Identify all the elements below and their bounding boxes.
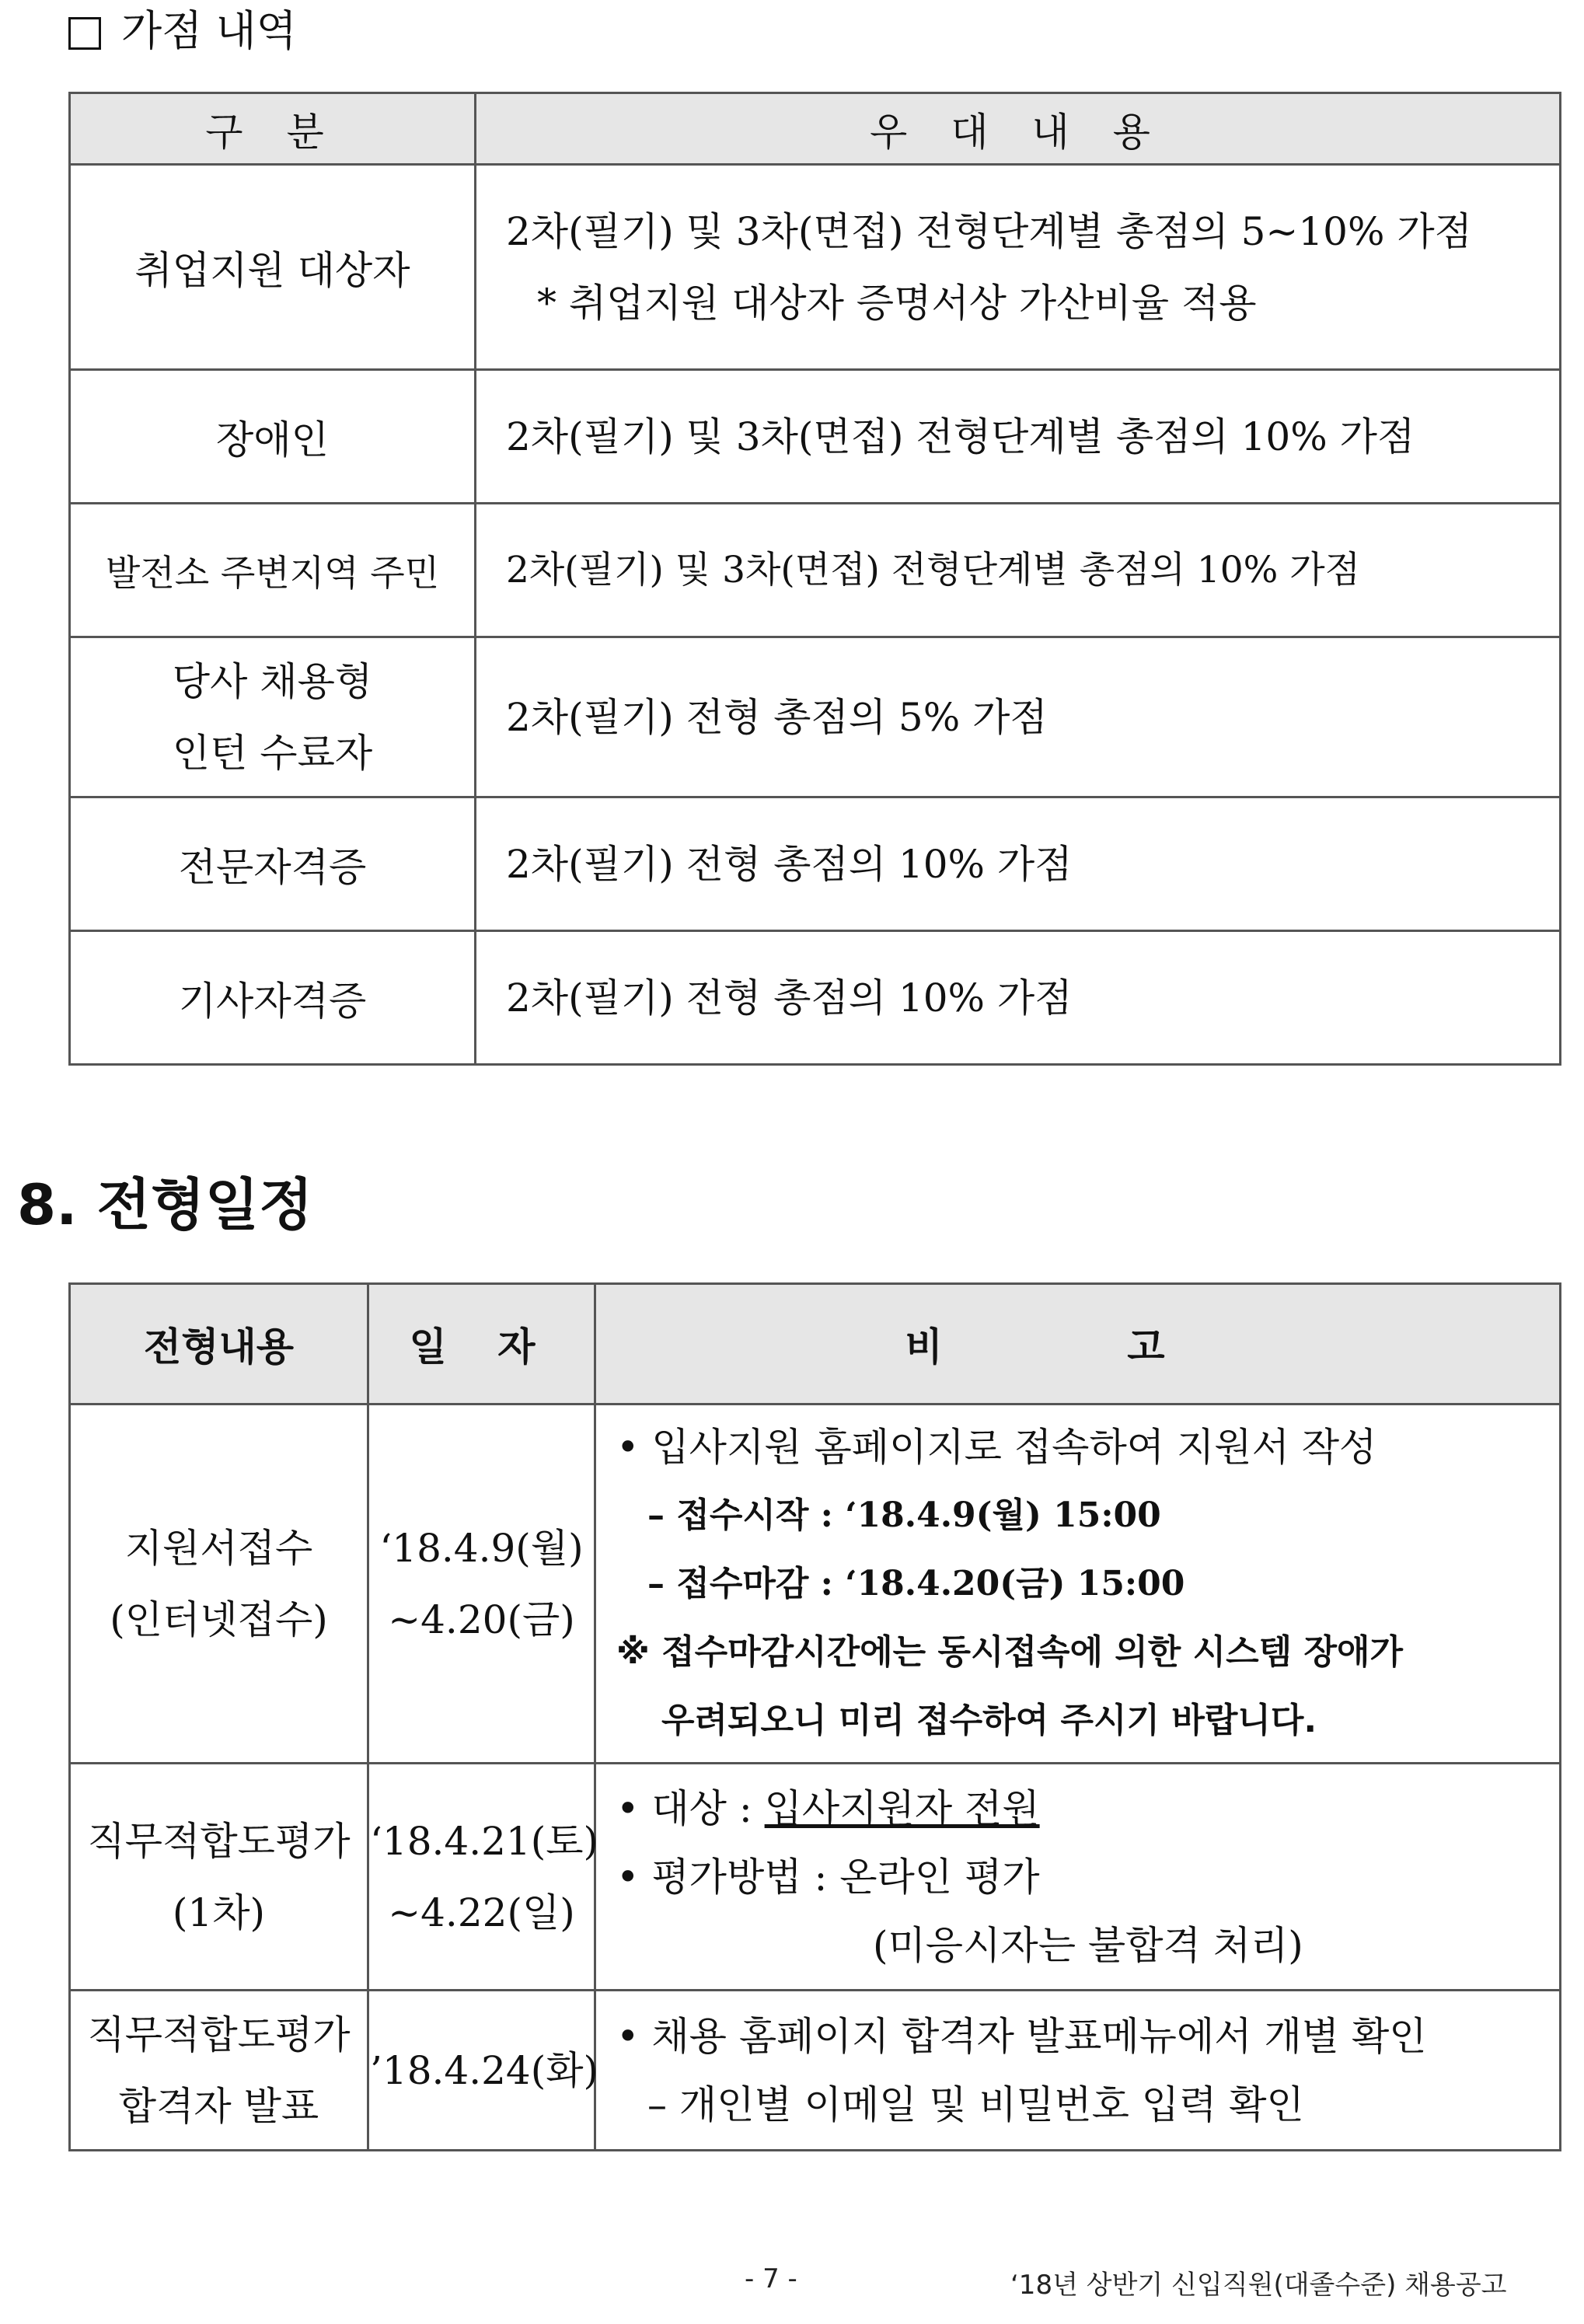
- schedule-date-line: ‘18.4.21(토): [370, 1818, 599, 1864]
- table-row: [70, 370, 1561, 504]
- schedule-date: [368, 1405, 595, 1764]
- schedule-date-line: ~4.22(일): [388, 1890, 575, 1935]
- benefit-category: 취업지원 대상자: [70, 165, 476, 370]
- table-row: [70, 931, 1561, 1065]
- schedule-date: [368, 1991, 599, 2151]
- table-row: [70, 797, 1561, 931]
- schedule-note-label: • 대상 :: [616, 1785, 765, 1831]
- checkbox-square-icon: [68, 17, 101, 50]
- benefit-section-title: [68, 0, 297, 62]
- benefit-table-header: [70, 93, 1561, 165]
- benefit-header-content: 우 대 내 용: [476, 93, 1561, 165]
- schedule-note-line: (미응시자는 불합격 처리): [873, 1922, 1303, 1968]
- benefit-content: [476, 637, 1561, 797]
- schedule-note-warning: ※ 접수마감시간에는 동시접속에 의한 시스템 장애가: [616, 1631, 1403, 1672]
- schedule-header-date: 일 자: [368, 1284, 595, 1405]
- benefit-category: 발전소 주변지역 주민: [70, 504, 476, 637]
- schedule-date-line: ’18.4.24(화): [370, 2047, 599, 2093]
- schedule-stage-line: 지원서접수: [124, 1525, 313, 1571]
- benefit-line: 2차(필기) 및 3차(면접) 전형단계별 총점의 10% 가점: [506, 414, 1415, 459]
- benefit-category: 기사자격증: [70, 931, 476, 1065]
- schedule-date: [368, 1764, 599, 1991]
- schedule-notes: [595, 1405, 1561, 1764]
- benefit-note: * 취업지원 대상자 증명서상 가산비율 적용: [537, 280, 1257, 326]
- benefit-category: [70, 637, 476, 797]
- schedule-stage: [70, 1405, 368, 1764]
- schedule-table: [68, 1282, 1561, 2151]
- page-number: - 7 -: [745, 2263, 797, 2294]
- benefit-line: 2차(필기) 전형 총점의 10% 가점: [506, 841, 1073, 887]
- table-row: [70, 504, 1561, 637]
- benefit-category: 전문자격증: [70, 797, 476, 931]
- benefit-content: [476, 165, 1561, 370]
- table-row: [70, 637, 1561, 797]
- benefit-content: [476, 797, 1561, 931]
- benefit-line: 2차(필기) 및 3차(면접) 전형단계별 총점의 10% 가점: [506, 548, 1361, 591]
- schedule-note-warning: 우려되오니 미리 접수하여 주시기 바랍니다.: [661, 1700, 1317, 1740]
- table-row: [70, 1405, 1561, 1764]
- benefit-category-line: 인턴 수료자: [172, 730, 373, 776]
- schedule-note-line: – 개인별 이메일 및 비밀번호 입력 확인: [647, 2081, 1304, 2127]
- table-row: [70, 165, 1561, 370]
- schedule-notes: [595, 1764, 1561, 1991]
- schedule-note-line: • 입사지원 홈페이지로 접속하여 지원서 작성: [616, 1424, 1377, 1470]
- schedule-note-underlined: 입사지원자 전원: [764, 1785, 1040, 1831]
- benefit-table: [68, 92, 1561, 1066]
- benefit-line: 2차(필기) 전형 총점의 10% 가점: [506, 975, 1073, 1021]
- schedule-note-line: • 평가방법 : 온라인 평가: [616, 1854, 1040, 1900]
- schedule-note-line: [616, 1774, 1558, 1843]
- schedule-note-line: – 접수시작 : ‘18.4.9(월) 15:00: [647, 1495, 1161, 1535]
- benefit-content: [476, 931, 1561, 1065]
- benefit-content: [476, 504, 1561, 637]
- schedule-note-line: • 채용 홈페이지 합격자 발표메뉴에서 개별 확인: [616, 2013, 1427, 2059]
- schedule-notes: [595, 1991, 1561, 2151]
- benefit-header-category: 구 분: [70, 93, 476, 165]
- schedule-date-line: ‘18.4.9(월): [379, 1525, 584, 1571]
- schedule-stage: [70, 1764, 368, 1991]
- schedule-stage-line: 합격자 발표: [118, 2083, 319, 2129]
- schedule-note-line: – 접수마감 : ‘18.4.20(금) 15:00: [647, 1563, 1185, 1603]
- benefit-category: 장애인: [70, 370, 476, 504]
- schedule-table-header: [70, 1284, 1561, 1405]
- schedule-header-stage: 전형내용: [70, 1284, 368, 1405]
- benefit-content: [476, 370, 1561, 504]
- benefit-section-title-text: 가점 내역: [121, 6, 297, 55]
- benefit-line: 2차(필기) 및 3차(면접) 전형단계별 총점의 5~10% 가점: [506, 208, 1472, 254]
- schedule-stage-line: 직무적합도평가: [87, 2012, 351, 2057]
- document-title: ‘18년 상반기 신입직원(대졸수준) 채용공고: [1010, 2270, 1507, 2301]
- schedule-header-notes: 비 고: [595, 1284, 1561, 1405]
- benefit-line: 2차(필기) 전형 총점의 5% 가점: [506, 694, 1048, 740]
- benefit-category-line: 당사 채용형: [172, 658, 373, 704]
- section-heading: 8. 전형일정: [17, 1172, 313, 1237]
- schedule-stage-line: (인터넷접수): [110, 1596, 328, 1642]
- schedule-stage-line: 직무적합도평가: [87, 1818, 351, 1864]
- table-row: [70, 1991, 1561, 2151]
- table-row: [70, 1764, 1561, 1991]
- schedule-stage-line: (1차): [172, 1890, 266, 1935]
- schedule-stage: [70, 1991, 368, 2151]
- schedule-date-line: ~4.20(금): [388, 1596, 575, 1642]
